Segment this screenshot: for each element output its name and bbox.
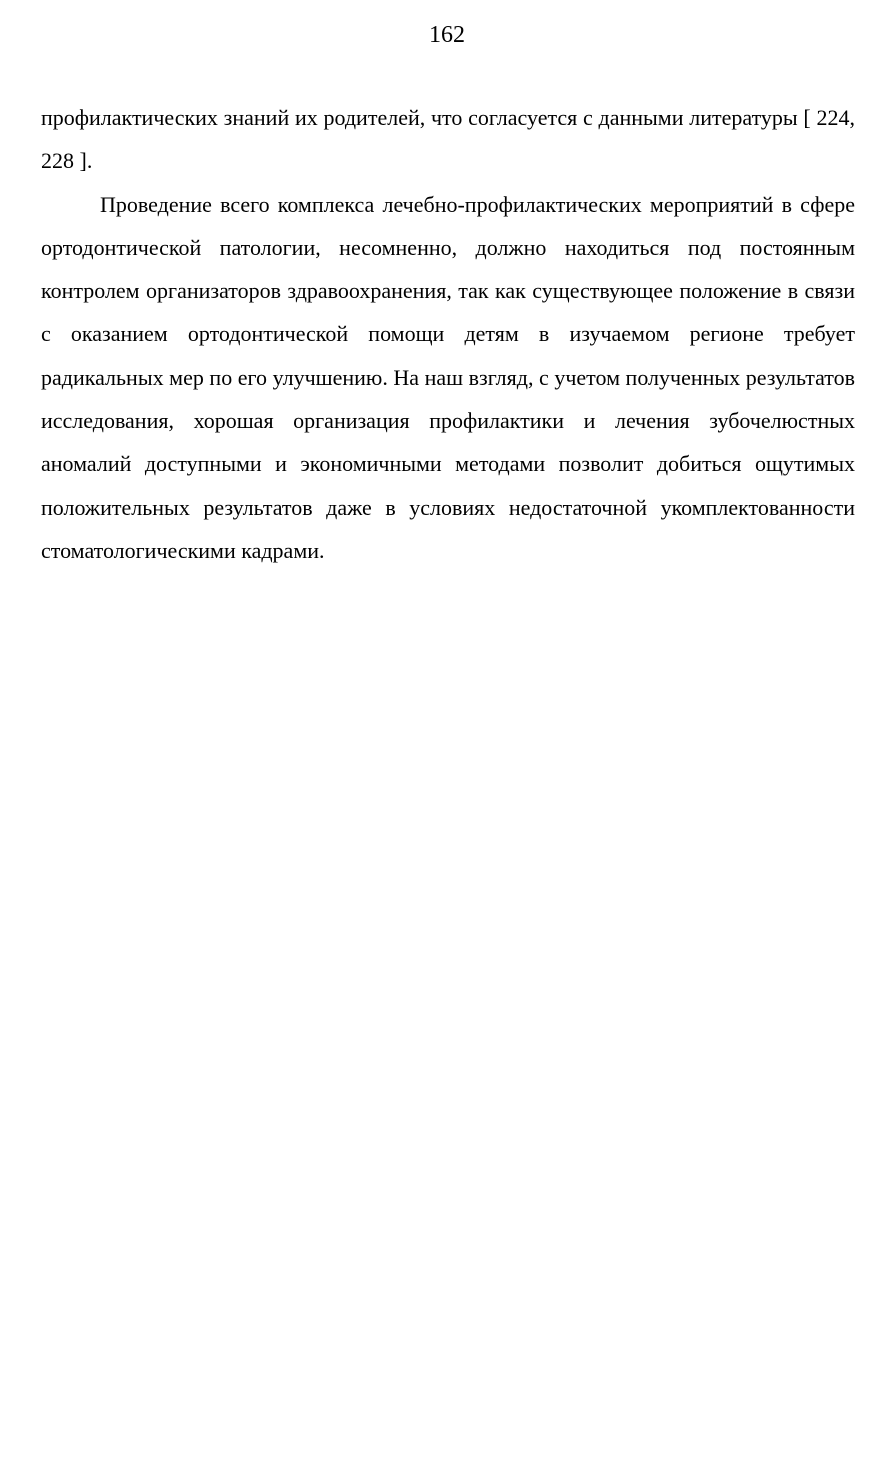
paragraph-continuation: профилактических знаний их родителей, что согласуется с данными литературы [ 224, 228 ]. xyxy=(41,105,855,174)
paragraph-main: Проведение всего комплекса лечебно-профилактических мероприятий в сфере ортодонтической патологии, несомненно, должно находиться под постоянным контролем организаторов здравоохранения, так как существующее положение в связи с оказанием ортодонтической помощи детям в изучаемом регионе требует радикальных мер по его улучшению. На наш взгляд, с учетом полученных результатов исследования, хорошая организация профилактики и лечения зубочелюстных аномалий доступными и экономичными методами позволит добиться ощутимых положительных результатов даже в условиях недостаточной укомплектованности стоматологическими кадрами. xyxy=(41,191,855,563)
body-text xyxy=(41,96,855,572)
page-number: 162 xyxy=(429,22,465,48)
